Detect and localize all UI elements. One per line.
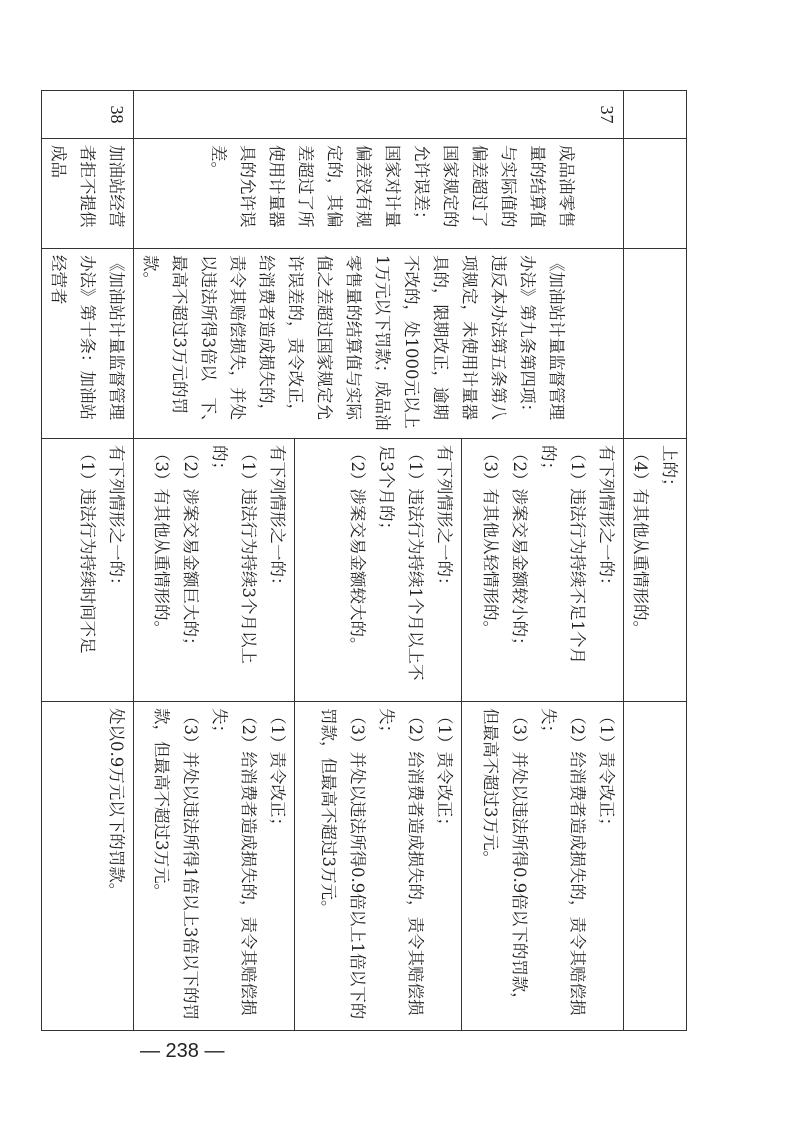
circumstance-cell-light xyxy=(462,439,624,702)
circumstance-line: （2）涉案交易金额巨大的； xyxy=(181,445,200,654)
violation-behavior-cell xyxy=(134,139,624,249)
penalty-line: （3）并处以违法所得1倍以上3倍以下的罚款，但最高不超过3万元。 xyxy=(152,708,200,1020)
legal-basis-text: 《加油站计量监督管理办法》第九条第四项：违反本办法第五条第八项规定，未使用计量器具的，限期改正，逾期不改的，处1000元以上1万元以下罚款；成品油零售量的结算值与实际值之差超过国家规定允许误差的，责令改正，给消费者造成损失的，责令其赔偿损失，并处以违法所得3倍以 下、最高不超过3万元的罚 款。 xyxy=(141,255,566,431)
circumstance-line: （3）有其他从轻情形的。 xyxy=(481,445,500,637)
legal-basis-cell xyxy=(42,249,134,439)
violation-behavior-text: 加油站经营者拒不提供成品 xyxy=(49,145,126,228)
row-number: 37 xyxy=(134,91,624,139)
violation-behavior-text: 成品油零售量的结算值与实际值的偏差超过了国家规定的允许误差；国家对计量偏差没有规定的，其偏差超过了所使用计量器具的允许误差。 xyxy=(209,145,576,228)
circumstance-line: （1）违法行为持续3个月以上的； xyxy=(210,445,258,664)
circumstance-line: 有下列情形之一的： xyxy=(597,445,616,594)
circumstance-cell-heavy xyxy=(134,439,295,702)
table-row-37-light xyxy=(462,91,624,1031)
cell-behavior-cont xyxy=(624,139,687,249)
penalty-cell xyxy=(42,702,134,1031)
circumstance-line: （2）涉案交易金额较小的； xyxy=(510,445,529,654)
penalty-cell-medium xyxy=(295,702,462,1031)
penalty-line: （1）责令改正； xyxy=(268,708,287,834)
circumstance-line: （2）涉案交易金额较大的。 xyxy=(348,445,368,654)
circumstance-line: （3）有其他从重情形的。 xyxy=(152,445,171,637)
legal-basis-text: 《加油站计量监督管理办法》第十条：加油站经营者 xyxy=(49,255,126,420)
circumstance-line: （1）违法行为持续时间不足 xyxy=(78,445,97,654)
penalty-line: 处以0.9万元以下的罚款。 xyxy=(107,708,126,900)
circumstance-line: 上的； xyxy=(660,445,679,495)
violation-behavior-cell xyxy=(42,139,134,249)
penalty-cell-light xyxy=(462,702,624,1031)
circumstance-cell xyxy=(42,439,134,702)
cell-basis-cont xyxy=(624,249,687,439)
circumstance-line: 有下列情形之一的： xyxy=(107,445,126,594)
cell-number-cont xyxy=(624,91,687,139)
legal-basis-cell xyxy=(134,249,624,439)
penalty-line: （3）并处以违法所得0.9倍以下的罚款，但最高不超过3万元。 xyxy=(481,708,529,1009)
penalty-line: （3）并处以违法所得0.9倍以上1倍以下的罚款，但最高不超过3万元。 xyxy=(319,708,368,1020)
circumstance-cell-medium xyxy=(295,439,462,702)
table-row-continuation xyxy=(624,91,687,1031)
circumstance-line: 有下列情形之一的： xyxy=(268,445,287,594)
penalty-cell-heavy xyxy=(134,702,295,1031)
penalty-line: （1）责令改正； xyxy=(597,708,616,834)
penalty-line: （1）责令改正； xyxy=(435,708,455,834)
penalty-line: （2）给消费者造成损失的，责令其赔偿损失； xyxy=(210,708,258,1016)
circumstance-line: （1）违法行为持续1个月以上不足3个月的； xyxy=(377,445,426,681)
penalty-line: （2）给消费者造成损失的，责令其赔偿损失； xyxy=(539,708,587,1016)
row-number: 38 xyxy=(42,91,134,139)
circumstance-line: 有下列情形之一的： xyxy=(435,445,455,594)
table-row-38 xyxy=(42,91,134,1031)
circumstance-line: （4）有其他从重情形的。 xyxy=(631,445,650,637)
circumstance-line: （1）违法行为持续不足1个月的； xyxy=(539,445,587,664)
penalty-line: （2）给消费者造成损失的，责令其赔偿损失； xyxy=(377,708,426,1016)
cell-penalty-cont xyxy=(624,702,687,1031)
cell-circumstance-cont xyxy=(624,439,687,702)
penalty-standard-table xyxy=(41,90,687,1031)
rotated-table-wrapper xyxy=(49,90,687,1030)
page-number: — 238 — xyxy=(140,1040,225,1062)
